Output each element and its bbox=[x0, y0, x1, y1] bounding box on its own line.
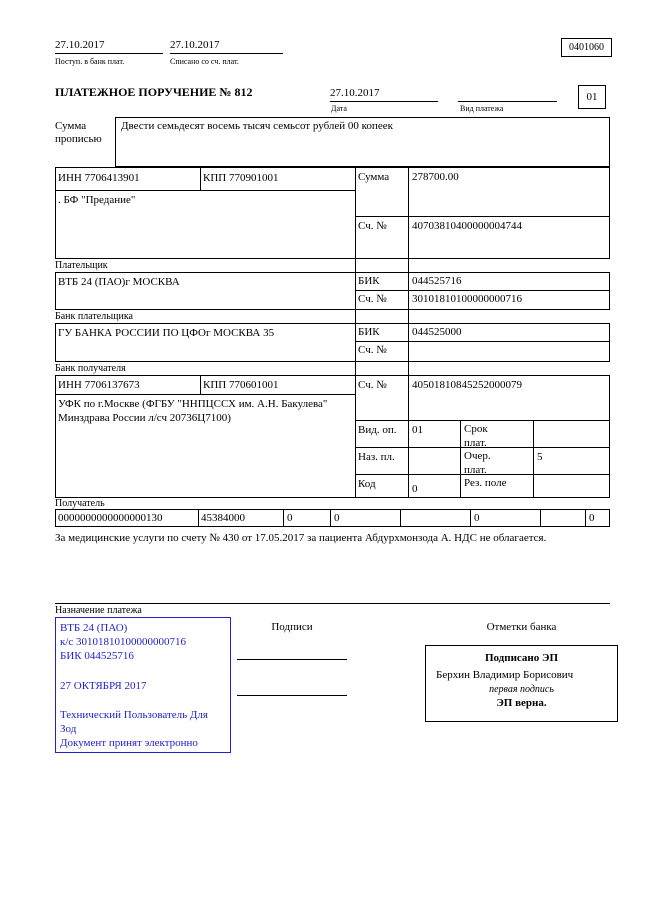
payee-bank-bik-value: 044525000 bbox=[412, 326, 462, 338]
table-border-v bbox=[198, 509, 199, 526]
table-border-v bbox=[609, 167, 610, 258]
purpose-code-label: Наз. пл. bbox=[358, 451, 395, 463]
amount-value: 278700.00 bbox=[412, 171, 459, 183]
payer-status-box: 01 bbox=[578, 85, 606, 109]
budget-cell: 0000000000000000130 bbox=[58, 512, 163, 524]
payee-bank-section-label: Банк получателя bbox=[55, 363, 126, 374]
table-border-h bbox=[355, 341, 610, 342]
code-label: Код bbox=[358, 478, 376, 490]
payer-account-label: Сч. № bbox=[358, 220, 387, 232]
table-border-v bbox=[609, 375, 610, 497]
payer-bank-section-label: Банк плательщика bbox=[55, 311, 133, 322]
table-border-h bbox=[55, 497, 610, 498]
payment-type-label: Вид платежа bbox=[460, 104, 504, 113]
table-border-v bbox=[408, 167, 409, 497]
document-date: 27.10.2017 bbox=[330, 87, 380, 99]
payee-account-value: 40501810845252000079 bbox=[412, 379, 522, 391]
op-type-label: Вид. оп. bbox=[358, 424, 397, 436]
payment-type-underline bbox=[458, 101, 557, 102]
debited-underline bbox=[170, 53, 283, 54]
esign-name: Берхин Владимир Борисович bbox=[436, 669, 574, 681]
date-label: Дата bbox=[331, 104, 347, 113]
table-border-h bbox=[55, 272, 610, 273]
stamp-bik: БИК 044525716 bbox=[60, 650, 134, 662]
table-border-v bbox=[283, 509, 284, 526]
payee-name: УФК по г.Москве (ФГБУ "ННПЦССХ им. А.Н. Бакулева" Минздрава России л/сч 20736Ц7100) bbox=[58, 398, 328, 425]
payee-section-label: Получатель bbox=[55, 498, 105, 509]
esign-title: Подписано ЭП bbox=[484, 652, 559, 664]
payer-bank-account-value: 30101810100000000716 bbox=[412, 293, 522, 305]
signature-line bbox=[237, 659, 347, 660]
table-border-h bbox=[55, 167, 610, 168]
table-border-v bbox=[585, 509, 586, 526]
payer-bank-bik-label: БИК bbox=[358, 275, 380, 287]
signature-line bbox=[237, 695, 347, 696]
table-border-h bbox=[55, 361, 610, 362]
table-border-h bbox=[355, 216, 610, 217]
stamp-status: Документ принят электронно bbox=[60, 737, 198, 749]
received-label: Поступ. в банк плат. bbox=[55, 57, 125, 66]
payer-bank-name: ВТБ 24 (ПАО)г МОСКВА bbox=[58, 276, 180, 288]
table-border-h bbox=[55, 375, 610, 376]
stamp-bank-name: ВТБ 24 (ПАО) bbox=[60, 622, 128, 634]
table-border-h bbox=[55, 394, 355, 395]
stamp-date: 27 ОКТЯБРЯ 2017 bbox=[60, 680, 147, 692]
table-border-v bbox=[400, 509, 401, 526]
stamp-corr-account: к/с 30101810100000000716 bbox=[60, 636, 187, 648]
payee-inn: ИНН 7706137673 bbox=[58, 379, 140, 391]
priority-label: Очер. плат. bbox=[464, 450, 491, 477]
amount-words-box bbox=[115, 117, 610, 167]
table-border-h bbox=[355, 420, 610, 421]
debited-date: 27.10.2017 bbox=[170, 39, 220, 51]
priority-value: 5 bbox=[537, 451, 543, 463]
op-type-value: 01 bbox=[412, 424, 423, 436]
table-border-v bbox=[200, 167, 201, 190]
table-border-v bbox=[460, 420, 461, 497]
document-title: ПЛАТЕЖНОЕ ПОРУЧЕНИЕ № 812 bbox=[55, 85, 253, 99]
budget-cell: 45384000 bbox=[201, 512, 245, 524]
payee-bank-name: ГУ БАНКА РОССИИ ПО ЦФОг МОСКВА 35 bbox=[58, 327, 275, 339]
table-border-v bbox=[330, 509, 331, 526]
amount-label: Сумма bbox=[358, 171, 390, 183]
stamp-user: Технический Пользователь Для Зод bbox=[60, 709, 208, 736]
table-border-h bbox=[55, 509, 610, 510]
payee-account-label: Сч. № bbox=[358, 379, 387, 391]
table-border-v bbox=[609, 272, 610, 309]
table-border-v bbox=[609, 509, 610, 526]
payee-bank-bik-label: БИК bbox=[358, 326, 380, 338]
reserve-field-label: Рез. поле bbox=[464, 477, 507, 489]
table-border-v bbox=[470, 509, 471, 526]
date-underline bbox=[330, 101, 438, 102]
payer-kpp: КПП 770901001 bbox=[203, 172, 279, 184]
table-border-v bbox=[609, 323, 610, 361]
signatures-label: Подписи bbox=[271, 621, 313, 633]
esign-type: первая подпись bbox=[489, 684, 554, 695]
code-value: 0 bbox=[412, 483, 418, 495]
payee-bank-account-label: Сч. № bbox=[358, 344, 387, 356]
form-code-box: 0401060 bbox=[561, 38, 612, 57]
purpose-label: Назначение платежа bbox=[55, 605, 142, 616]
due-date-label: Срок плат. bbox=[464, 423, 488, 450]
budget-cell: 0 bbox=[334, 512, 340, 524]
purpose-text: За медицинские услуги по счету № 430 от 17.05.2017 за пациента Абдурхмонзода А. НДС не облагается. bbox=[55, 532, 547, 544]
table-border-v bbox=[55, 272, 56, 309]
payer-inn: ИНН 7706413901 bbox=[58, 172, 140, 184]
amount-words-value: Двести семьдесят восемь тысяч семьсот рублей 00 копеек bbox=[121, 120, 393, 132]
table-border-v bbox=[55, 167, 56, 258]
table-border-v bbox=[355, 167, 356, 497]
bank-marks-label: Отметки банка bbox=[486, 621, 557, 633]
payee-kpp: КПП 770601001 bbox=[203, 379, 279, 391]
table-border-h bbox=[355, 290, 610, 291]
received-date: 27.10.2017 bbox=[55, 39, 105, 51]
payer-account-value: 40703810400000004744 bbox=[412, 220, 522, 232]
table-border-h bbox=[55, 323, 610, 324]
bank-marks-box bbox=[425, 645, 618, 722]
payer-bank-account-label: Сч. № bbox=[358, 293, 387, 305]
table-border-v bbox=[200, 375, 201, 394]
table-border-h bbox=[55, 258, 610, 259]
table-border-h bbox=[55, 190, 355, 191]
payer-bank-bik-value: 044525716 bbox=[412, 275, 462, 287]
budget-cell: 0 bbox=[287, 512, 293, 524]
table-border-v bbox=[55, 509, 56, 526]
budget-cell: 0 bbox=[474, 512, 480, 524]
debited-label: Списано со сч. плат. bbox=[170, 57, 239, 66]
table-border-v bbox=[540, 509, 541, 526]
amount-words-label-1: Сумма bbox=[55, 120, 87, 132]
bank-electronic-stamp bbox=[55, 617, 231, 753]
amount-words-label-2: прописью bbox=[55, 133, 102, 145]
received-underline bbox=[55, 53, 163, 54]
payer-name: . БФ "Предание" bbox=[58, 194, 136, 206]
table-border-h bbox=[55, 309, 610, 310]
purpose-underline bbox=[55, 603, 610, 604]
table-border-v bbox=[55, 375, 56, 497]
table-border-v bbox=[55, 323, 56, 361]
budget-cell: 0 bbox=[589, 512, 595, 524]
table-border-v bbox=[533, 420, 534, 497]
table-border-h bbox=[55, 526, 610, 527]
payer-section-label: Плательщик bbox=[55, 260, 108, 271]
esign-verified: ЭП верна. bbox=[496, 697, 547, 709]
